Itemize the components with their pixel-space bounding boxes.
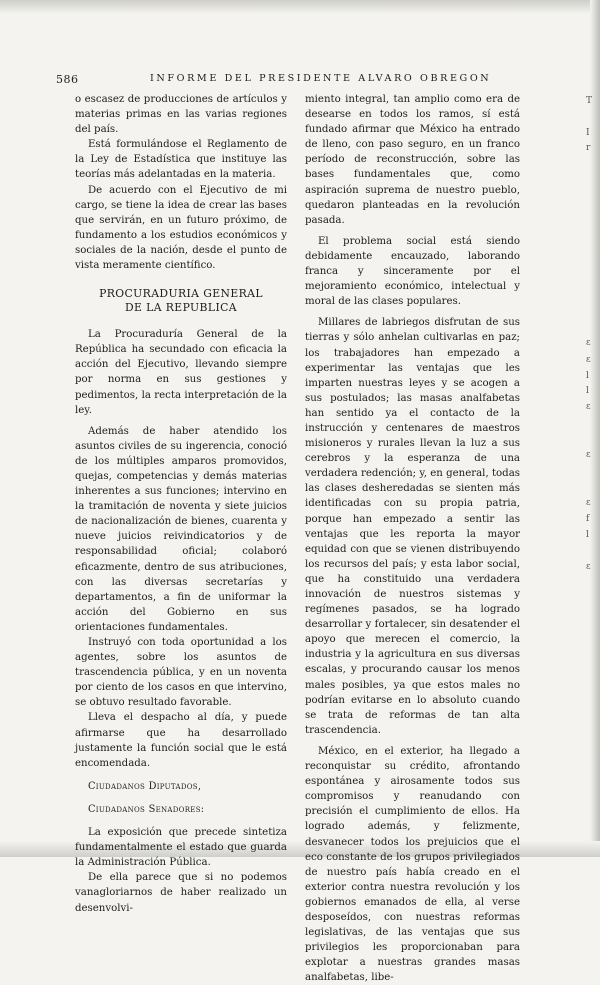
bleed-through-mark: r — [586, 143, 591, 153]
paragraph: De acuerdo con el Ejecutivo de mi cargo, se tiene la idea de crear las bases que servirán, en un futuro próximo, de fundamento a los estudios económicos y sociales de la nación, desde el punto de vista meramente científico. — [75, 184, 287, 272]
bleed-through-mark: ɛ — [586, 498, 591, 508]
paragraph: Está formulándose el Reglamento de la Ley de Estadística que instituye las teorías más adelantadas en la materia. — [75, 139, 287, 181]
right-column — [305, 92, 520, 985]
bleed-through-mark: f — [586, 514, 590, 524]
bleed-through-mark: ɛ — [586, 338, 591, 348]
running-title: INFORME DEL PRESIDENTE ALVARO OBREGON — [150, 73, 492, 84]
paragraph: Lleva el despacho al día, y puede afirmarse que ha desarrollado justamente la función social que le está encomendada. — [75, 712, 287, 769]
paragraph: o escasez de producciones de artículos y materias primas en las varias regiones del país. — [75, 94, 287, 136]
salutation-deputies: Ciudadanos Diputados, — [88, 780, 202, 792]
paragraph: La Procuraduría General de la República ha secundado con eficacia la acción del Ejecutivo, llevando siempre por norma en sus gestiones y pedimentos, la recta interpretación de la ley. — [75, 329, 287, 416]
bleed-through-mark: I — [586, 128, 590, 138]
bleed-through-mark: l — [586, 530, 589, 540]
bleed-through-mark: ɛ — [586, 562, 591, 572]
bleed-through-mark: l — [586, 371, 589, 381]
paragraph: La exposición que precede sintetiza fundamentalmente el estado que guarda la Administración Pública. — [75, 827, 287, 869]
pencil-mark — [75, 315, 287, 327]
salutation-senators: Ciudadanos Senadores: — [88, 803, 205, 815]
bleed-through-mark: T — [586, 96, 593, 106]
paragraph: Instruyó con toda oportunidad a los agentes, sobre los asuntos de trascendencia pública, y en un noventa por ciento de los casos en que intervino, se obtuvo resultado favorable. — [75, 637, 287, 709]
scan-edge-right — [590, 0, 600, 857]
paragraph: De ella parece que si no podemos vanagloriarnos de haber realizado un desenvolvi- — [75, 872, 287, 914]
paragraph: México, en el exterior, ha llegado a reconquistar su crédito, afrontando espontánea y airosamente todos sus compromisos y reanudando con precisión el cumplimiento de ellos. Ha logrado además, y felizmente, desvanecer todos los prejuicios que el eco constante de los grupos privilegiados de nuestro país había creado en el exterior contra nuestra revolución y los gobiernos emanados de ella, al verse desposeídos, con nuestras reformas legislativas, de las ventajas que sus privilegios les proporcionaban para explotar a nuestras grandes masas analfabetas, libe- — [305, 745, 520, 984]
section-title: PROCURADURIA GENERAL — [99, 287, 263, 301]
paragraph: Además de haber atendido los asuntos civiles de su ingerencia, conoció de los múltiples amparos promovidos, quejas, competencias y demás materias inherentes a sus funciones; intervino en la tramitación de noventa y siete juicios de nacionalización de bienes, cuarenta y nueve juicios reivindicatorios y de responsabilidad oficial; colaboró eficazmente, dentro de sus atribuciones, con las diversas secretarías y departamentos, a fin de uniformar la acción del Gobierno en sus orientaciones fundamentales. — [75, 425, 287, 633]
bleed-through-mark: ɛ — [586, 402, 591, 412]
bleed-through-mark: ɛ — [586, 450, 591, 460]
paragraph: Millares de labriegos disfrutan de sus tierras y sólo anhelan cultivarlas en paz; los trabajadores han empezado a experimentar las ventajas que les imparten nuestras leyes y se acogen a sus postulados; las masas analfabetas han sentido ya el contacto de la instrucción y centenares de maestros misioneros y rurales llevan la luz a sus cerebros y la esperanza de una verdadera redención; y, en general, todas las clases desheredadas se sienten más identificadas con su propia patria, porque han empezado a sentir las ventajas que les reporta la mayor equidad con que se vienen distribuyendo los recursos del país; y esta labor social, que ha constituido una verdadera innovación de nuestros sistemas y regímenes pasados, se ha logrado desarrollar y fortalecer, sin desatender el apoyo que merecen el comercio, la industria y la agricultura en sus diversas escalas, y procurando causar los menos males posibles, ya que estos males no podrían evitarse en lo absoluto cuando se trata de reformas de tan alta trascendencia. — [305, 317, 520, 736]
page-number: 586 — [56, 73, 79, 86]
bleed-through-mark: ɛ — [586, 355, 591, 365]
scan-edge-top — [0, 0, 600, 14]
section-title-line-2: DE LA REPUBLICA — [125, 301, 237, 315]
bleed-through-mark: l — [586, 386, 589, 396]
paragraph: El problema social está siendo debidamente encauzado, laborando franca y sinceramente por el mejoramiento económico, intelectual y moral de las clases populares. — [305, 235, 520, 308]
paragraph: miento integral, tan amplio como era de desearse en todos los ramos, sí está fundado afirmar que México ha entrado de lleno, con paso seguro, en un franco período de reconstrucción, sobre las bases fundamentales que, como aspiración suprema de nuestro pueblo, quedaron planteadas en la revolución pasada. — [305, 94, 520, 226]
left-column — [75, 92, 287, 916]
